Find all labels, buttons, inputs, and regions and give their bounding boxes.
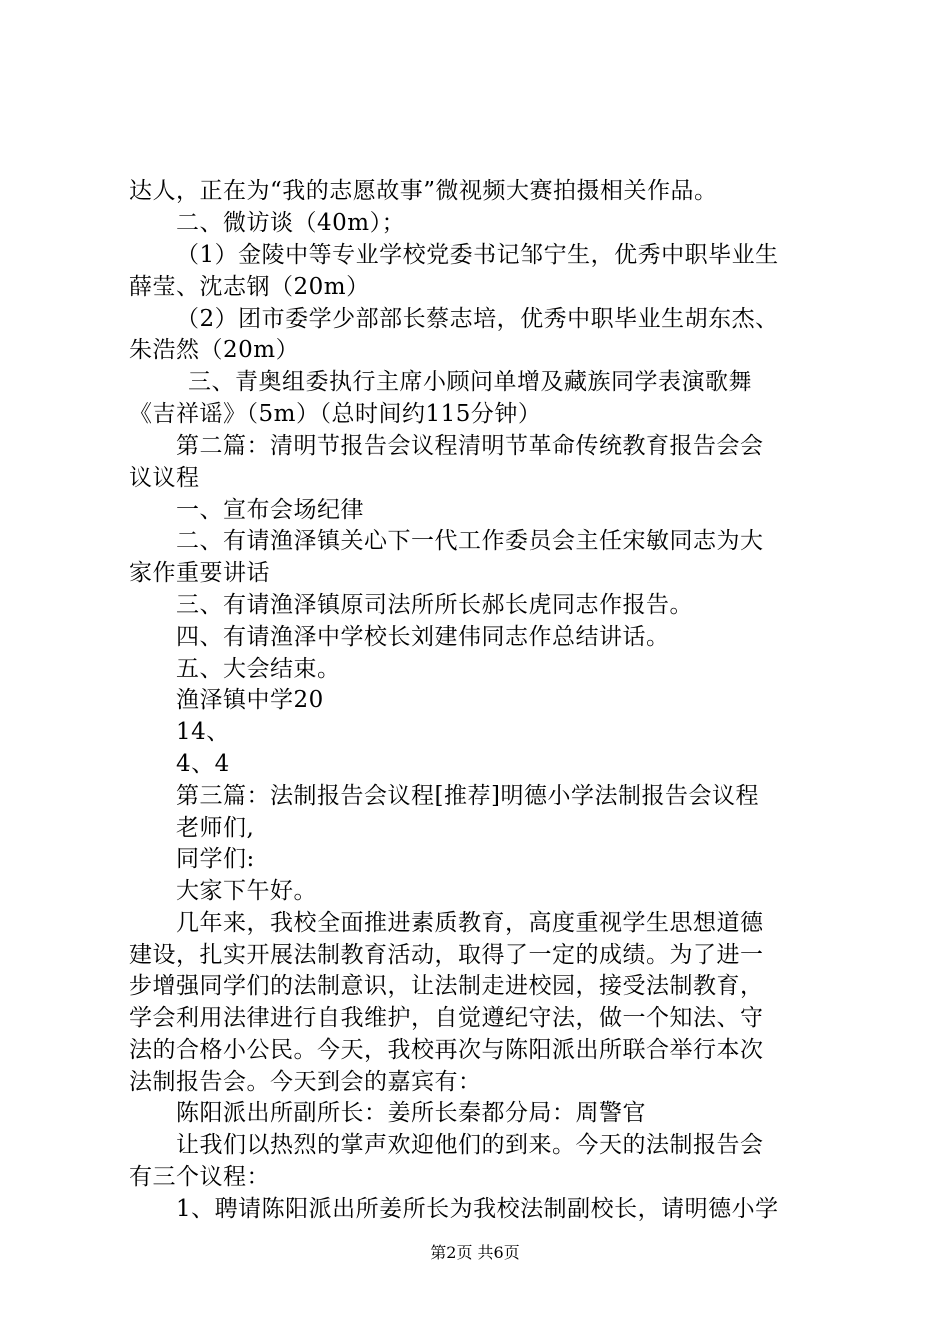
text-line: 渔泽镇中学20: [176, 687, 324, 713]
text-line: 二、微访谈（40m）；: [176, 210, 406, 236]
text-line: 几年来，我校全面推进素质教育，高度重视学生思想道德: [176, 910, 764, 936]
text-line: 五、大会结束。: [176, 656, 341, 682]
text-line: 朱浩然（20m）: [129, 337, 300, 363]
text-line: 达人，正在为“我的志愿故事”微视频大赛拍摄相关作品。: [129, 178, 718, 204]
text-line: 大家下午好。: [176, 878, 317, 904]
text-line: 《吉祥谣》（5m）（总时间约115分钟）: [129, 401, 542, 427]
page-footer: 第2页 共6页: [430, 1243, 520, 1262]
text-line: 有三个议程：: [129, 1164, 270, 1190]
text-line: （2）团市委学少部部长蔡志培，优秀中职毕业生胡东杰、: [176, 306, 779, 332]
text-line: 4、4: [176, 751, 230, 777]
text-line: 让我们以热烈的掌声欢迎他们的到来。今天的法制报告会: [176, 1132, 764, 1158]
text-line: 1、聘请陈阳派出所姜所长为我校法制副校长，请明德小学: [176, 1196, 779, 1222]
text-line: 三、青奥组委执行主席小顾问单增及藏族同学表演歌舞: [188, 369, 752, 395]
text-line: 四、有请渔泽中学校长刘建伟同志作总结讲话。: [176, 624, 670, 650]
text-line: 建设，扎实开展法制教育活动，取得了一定的成绩。为了进一: [129, 942, 764, 968]
text-line: （1）金陵中等专业学校党委书记邹宁生，优秀中职毕业生: [176, 242, 779, 268]
text-line: 议议程: [129, 465, 200, 491]
text-line: 老师们,: [176, 815, 255, 841]
text-line: 第三篇：法制报告会议程[推荐]明德小学法制报告会议程: [176, 783, 759, 809]
text-line: 同学们:: [176, 846, 255, 872]
text-line: 薛莹、沈志钢（20m）: [129, 274, 370, 300]
text-line: 陈阳派出所副所长：姜所长秦都分局：周警官: [176, 1100, 646, 1126]
text-line: 法制报告会。今天到会的嘉宾有：: [129, 1069, 482, 1095]
text-line: 步增强同学们的法制意识，让法制走进校园，接受法制教育，: [129, 973, 764, 999]
text-line: 法的合格小公民。今天，我校再次与陈阳派出所联合举行本次: [129, 1037, 764, 1063]
text-line: 一、宣布会场纪律: [176, 497, 364, 523]
text-line: 学会利用法律进行自我维护，自觉遵纪守法，做一个知法、守: [129, 1005, 764, 1031]
text-line: 家作重要讲话: [129, 560, 270, 586]
text-line: 三、有请渔泽镇原司法所所长郝长虎同志作报告。: [176, 592, 693, 618]
text-line: 二、有请渔泽镇关心下一代工作委员会主任宋敏同志为大: [176, 528, 764, 554]
text-line: 第二篇：清明节报告会议程清明节革命传统教育报告会会: [176, 433, 764, 459]
text-line: 14、: [176, 719, 230, 745]
